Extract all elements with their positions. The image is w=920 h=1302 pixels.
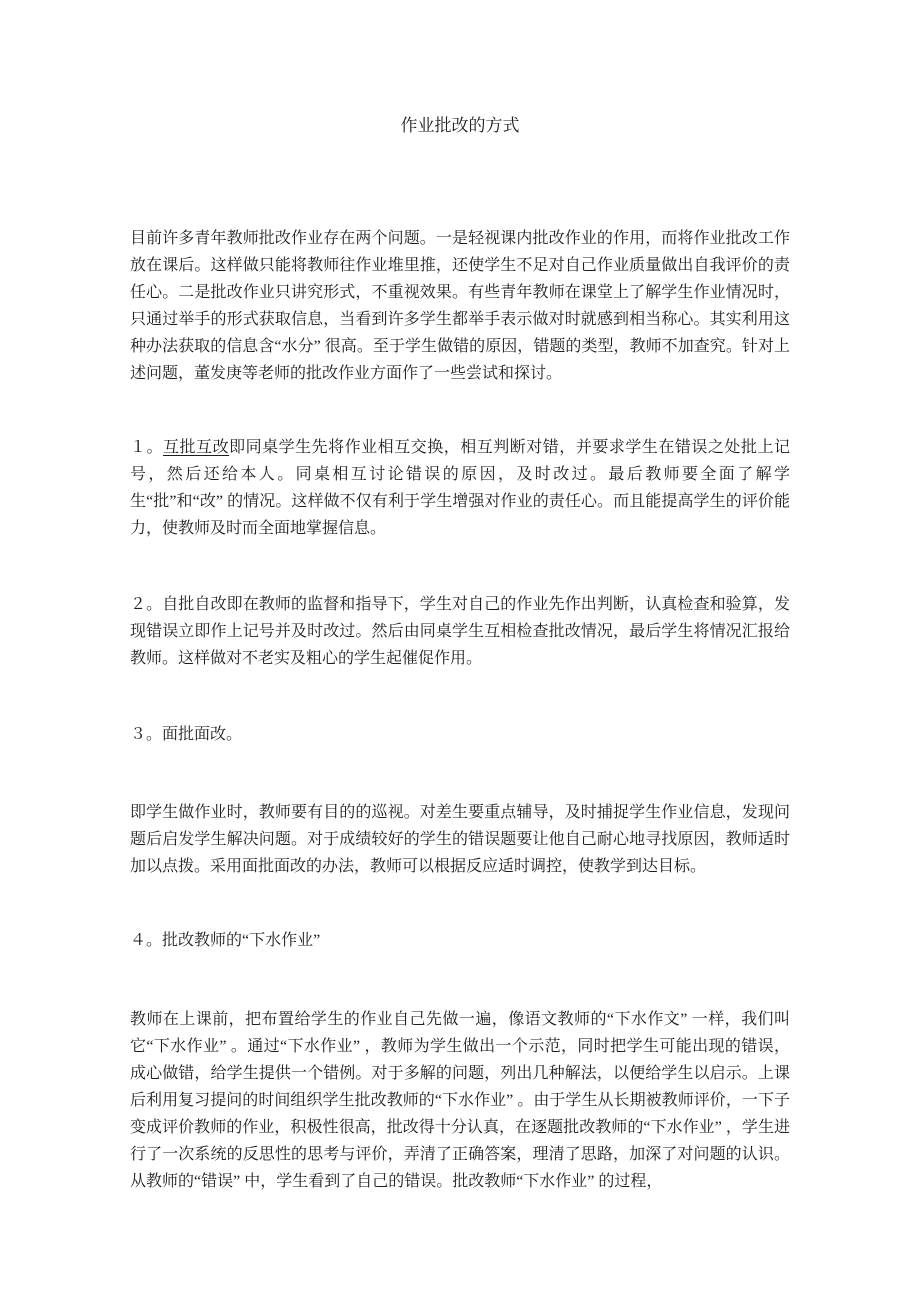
paragraph-method-4-body: 教师在上课前，把布置给学生的作业自己先做一遍，像语文教师的“下水作文” 一样，我们叫它“下水作业” 。通过“下水作业” ，教师为学生做出一个示范，同时把学生可能出现的错误，成心做错，给学生提供一个错例。对于多解的问题，列出几种解法，以便给学生以启示。上课后利用复习提问的时间组织学生批改教师的“下水作业” 。由于学生从长期被教师评价，一下子变成评价教师的作业，积极性很高，批改得十分认真，在逐题批改教师的“下水作业” ，学生进行了一次系统的反思性的思考与评价，弄清了正确答案，理清了思路，加深了对问题的认识。从教师的“错误” 中，学生看到了自己的错误。批改教师“下水作业” 的过程， <box>130 1011 790 1190</box>
document-title: 作业批改的方式 <box>400 116 520 135</box>
paragraph-method-1 <box>130 434 790 542</box>
method-1-number: １。 <box>130 439 164 456</box>
paragraph-intro: 目前许多青年教师批改作业存在两个问题。一是轻视课内批改作业的作用，而将作业批改工作放在课后。这样做只能将教师往作业堆里推，还使学生不足对自己作业质量做出自我评价的责任心。二是批改作业只讲究形式，不重视效果。有些青年教师在课堂上了解学生作业情况时，只通过举手的形式获取信息，当看到许多学生都举手表示做对时就感到相当称心。其实利用这种办法获取的信息含“水分” 很高。至于学生做错的原因，错题的类型，教师不加查究。针对上述问题，董发庚等老师的批改作业方面作了一些尝试和探讨。 <box>130 230 790 382</box>
paragraph-method-2: ２。自批自改即在教师的监督和指导下，学生对自己的作业先作出判断，认真检查和验算，发现错误立即作上记号并及时改过。然后由同桌学生互相检查批改情况，最后学生将情况汇报给教师。这样做对不老实及粗心的学生起催促作用。 <box>130 596 790 667</box>
method-1-term-underlined: 互批互改 <box>163 439 230 456</box>
paragraph-method-3-body: 即学生做作业时，教师要有目的的巡视。对差生要重点辅导，及时捕捉学生作业信息，发现问题后启发学生解决问题。对于成绩较好的学生的错误题要让他自己耐心地寻找原因，教师适时加以点拨。采用面批面改的办法，教师可以根据反应适时调控，使教学到达目标。 <box>130 804 790 875</box>
paragraph-method-3-heading: ３。面批面改。 <box>130 726 243 743</box>
method-1-body: 即同桌学生先将作业相互交换，相互判断对错，并要求学生在错误之处批上记号，然后还给本人。同桌相互讨论错误的原因，及时改过。最后教师要全面了解学生“批”和“改” 的情况。这样做不仅有利于学生增强对作业的责任心。而且能提高学生的评价能力，使教师及时而全面地掌握信息。 <box>130 439 790 537</box>
paragraph-method-4-heading: ４。批改教师的“下水作业” <box>130 932 321 949</box>
